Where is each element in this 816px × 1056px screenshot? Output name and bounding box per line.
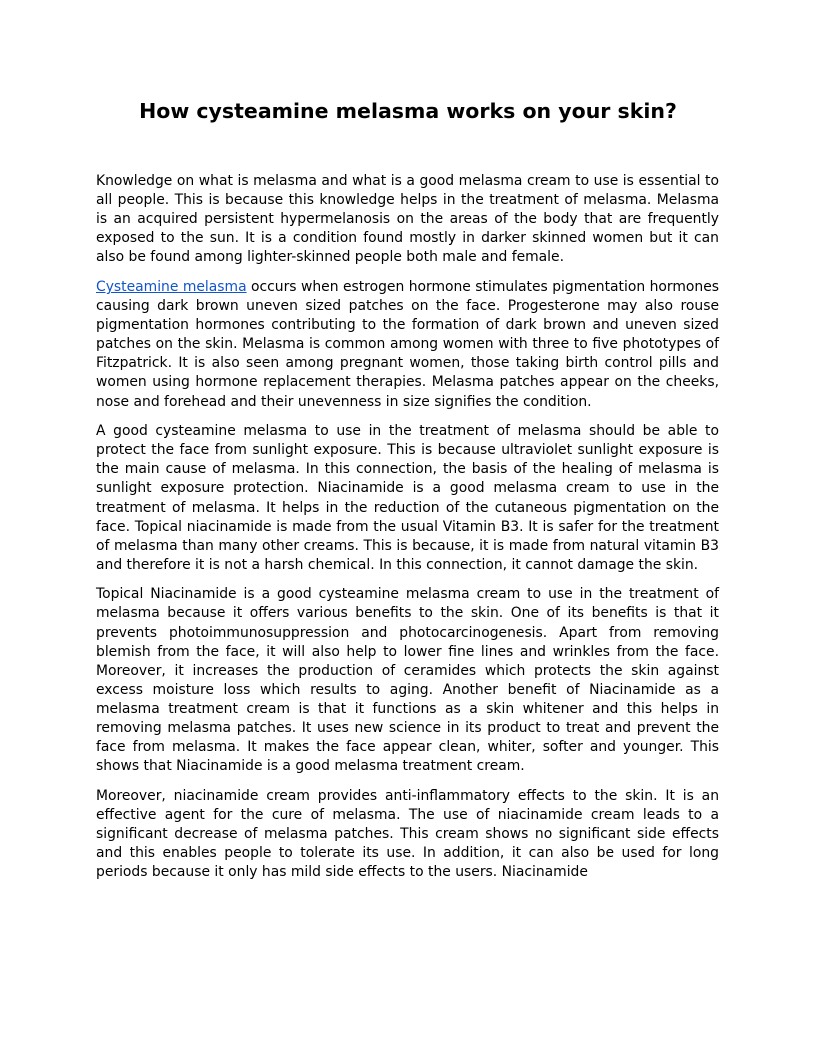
paragraph-cysteamine-text: occurs when estrogen hormone stimulates pigmentation hormones causing dark brown uneven sized patches on the face. Progesterone may also rouse pigmentation hormones contributing to the formation of dark brown and uneven sized patches on the skin. Melasma is common among women with three to five phototypes of Fitzpatrick. It is also seen among pregnant women, those taking birth control pills and women using hormone replacement therapies. Melasma patches appear on the cheeks, nose and forehead and their unevenness in size signifies the condition. <box>96 278 719 410</box>
page-title: How cysteamine melasma works on your skin? <box>139 99 677 123</box>
paragraph-cysteamine <box>96 278 719 412</box>
paragraph-intro: Knowledge on what is melasma and what is a good melasma cream to use is essential to all people. This is because this knowledge helps in the treatment of melasma. Melasma is an acquired persistent hypermelanosis on the areas of the body that are frequently exposed to the sun. It is a condition found mostly in darker skinned women but it can also be found among lighter-skinned people both male and female. <box>96 173 719 266</box>
cysteamine-melasma-link[interactable]: Cysteamine melasma <box>96 278 247 295</box>
document-body <box>96 172 719 882</box>
paragraph-niacinamide-benefits: Topical Niacinamide is a good cysteamine melasma cream to use in the treatment of melasma because it offers various benefits to the skin. One of its benefits is that it prevents photoimmunosuppression and photocarcinogenesis. Apart from removing blemish from the face, it will also help to lower fine lines and wrinkles from the face. Moreover, it increases the production of ceramides which protects the skin against excess moisture loss which results to aging. Another benefit of Niacinamide as a melasma treatment cream is that it functions as a skin whitener and this helps in removing melasma patches. It uses new science in its product to treat and prevent the face from melasma. It makes the face appear clean, whiter, softer and younger. This shows that Niacinamide is a good melasma treatment cream. <box>96 586 719 775</box>
paragraph-anti-inflammatory: Moreover, niacinamide cream provides anti-inflammatory effects to the skin. It is an effective agent for the cure of melasma. The use of niacinamide cream leads to a significant decrease of melasma patches. This cream shows no significant side effects and this enables people to tolerate its use. In addition, it can also be used for long periods because it only has mild side effects to the users. Niacinamide <box>96 787 719 881</box>
paragraph-sun-protection: A good cysteamine melasma to use in the treatment of melasma should be able to protect the face from sunlight exposure. This is because ultraviolet sunlight exposure is the main cause of melasma. In this connection, the basis of the healing of melasma is sunlight exposure protection. Niacinamide is a good melasma cream to use in the treatment of melasma. It helps in the reduction of the cutaneous pigmentation on the face. Topical niacinamide is made from the usual Vitamin B3. It is safer for the treatment of melasma than many other creams. This is because, it is made from natural vitamin B3 and therefore it is not a harsh chemical. In this connection, it cannot damage the skin. <box>96 423 719 573</box>
